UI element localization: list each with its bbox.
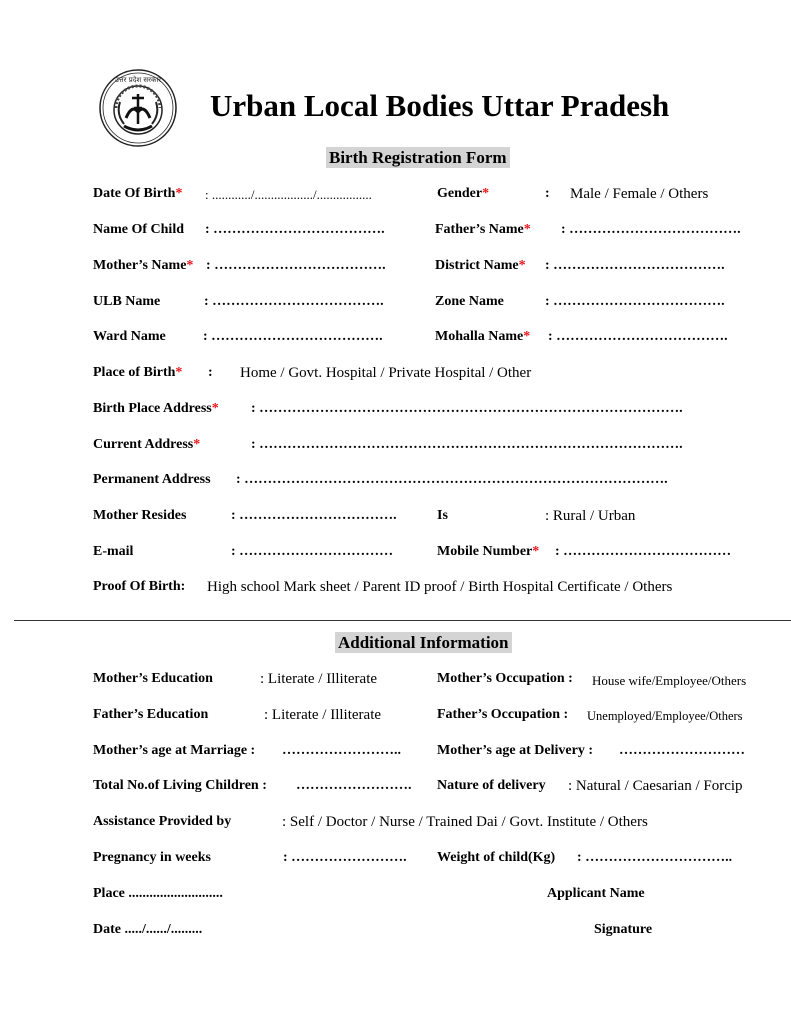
mohalla-name-field[interactable]: : ………………………………. [548,329,728,344]
living-children-label: Total No.of Living Children : [93,778,267,793]
proof-of-birth-label: Proof Of Birth: [93,579,186,594]
mother-education-options[interactable]: : Literate / Illiterate [260,671,378,687]
signature-label: Signature [594,922,653,937]
living-children-field[interactable]: ……………………. [296,778,412,793]
place-of-birth-options[interactable]: Home / Govt. Hospital / Private Hospital / Other [240,365,532,381]
mother-age-delivery-label: Mother’s age at Delivery : [437,743,594,758]
gender-label: Gender* [437,186,490,201]
ulb-name-label: ULB Name [93,294,161,309]
mother-education-label: Mother’s Education [93,671,213,686]
mother-resides-label: Mother Resides [93,508,187,523]
permanent-address-label: Permanent Address [93,472,211,487]
father-name-label: Father’s Name* [435,222,531,237]
mother-resides-field[interactable]: : ……………………………. [231,508,397,523]
section-birth-registration: Birth Registration Form [326,147,510,168]
child-weight-label: Weight of child(Kg) [437,850,556,865]
email-field[interactable]: : …………………………… [231,544,394,559]
father-name-field[interactable]: : ………………………………. [561,222,741,237]
nature-of-delivery-options[interactable]: : Natural / Caesarian / Forcip [568,778,743,794]
child-name-field[interactable]: : ………………………………. [205,222,385,237]
dob-field[interactable]: : ............/................../................. [205,187,372,202]
dob-label: Date Of Birth* [93,186,183,201]
section-divider [14,620,791,621]
page-title: Urban Local Bodies Uttar Pradesh [210,88,670,123]
mother-occupation-label: Mother’s Occupation : [437,671,573,686]
mohalla-name-label: Mohalla Name* [435,329,531,344]
current-address-label: Current Address* [93,437,201,452]
mother-name-label: Mother’s Name* [93,258,194,273]
district-name-label: District Name* [435,258,526,273]
father-education-options[interactable]: : Literate / Illiterate [264,707,382,723]
child-weight-field[interactable]: : ………………………….. [577,850,733,865]
section-additional-information: Additional Information [335,632,512,653]
mobile-number-label: Mobile Number* [437,544,540,559]
rural-urban-options[interactable]: : Rural / Urban [545,508,636,524]
assistance-label: Assistance Provided by [93,814,232,829]
applicant-name-label: Applicant Name [547,886,645,901]
email-label: E-mail [93,544,134,559]
child-name-label: Name Of Child [93,222,184,237]
ward-name-label: Ward Name [93,329,166,344]
is-label: Is [437,508,448,523]
birth-place-address-label: Birth Place Address* [93,401,219,416]
mother-age-marriage-label: Mother’s age at Marriage : [93,743,256,758]
district-name-field[interactable]: : ………………………………. [545,258,725,273]
ulb-name-field[interactable]: : ………………………………. [204,294,384,309]
current-address-field[interactable]: : ………………………………………………………………………………. [251,437,683,452]
mobile-number-field[interactable]: : ……………………………… [555,544,732,559]
mother-age-delivery-field[interactable]: ……………………… [619,743,745,758]
father-occupation-label: Father’s Occupation : [437,707,569,722]
place-field[interactable]: Place ........................... [93,886,223,901]
ward-name-field[interactable]: : ………………………………. [203,329,383,344]
pregnancy-weeks-label: Pregnancy in weeks [93,850,211,865]
pregnancy-weeks-field[interactable]: : ……………………. [283,850,407,865]
date-field[interactable]: Date ...../....../......... [93,922,203,937]
mother-name-field[interactable]: : ………………………………. [206,258,386,273]
zone-name-label: Zone Name [435,294,504,309]
father-occupation-options[interactable]: Unemployed/Employee/Others [587,709,743,723]
emblem-logo [98,68,178,148]
permanent-address-field[interactable]: : ………………………………………………………………………………. [236,472,668,487]
emblem-text: उत्तर प्रदेश सरकार [114,76,162,84]
place-of-birth-label: Place of Birth* [93,365,183,380]
zone-name-field[interactable]: : ………………………………. [545,294,725,309]
place-of-birth-colon: : [208,365,213,380]
mother-occupation-options[interactable]: House wife/Employee/Others [592,673,747,688]
father-education-label: Father’s Education [93,707,209,722]
assistance-options[interactable]: : Self / Doctor / Nurse / Trained Dai / Govt. Institute / Others [282,814,648,830]
gender-colon: : [545,186,550,201]
nature-of-delivery-label: Nature of delivery [437,778,546,793]
birth-place-address-field[interactable]: : ………………………………………………………………………………. [251,401,683,416]
proof-of-birth-options[interactable]: High school Mark sheet / Parent ID proof / Birth Hospital Certificate / Others [207,579,673,595]
mother-age-marriage-field[interactable]: …………………….. [282,743,401,758]
gender-options[interactable]: Male / Female / Others [570,186,709,202]
